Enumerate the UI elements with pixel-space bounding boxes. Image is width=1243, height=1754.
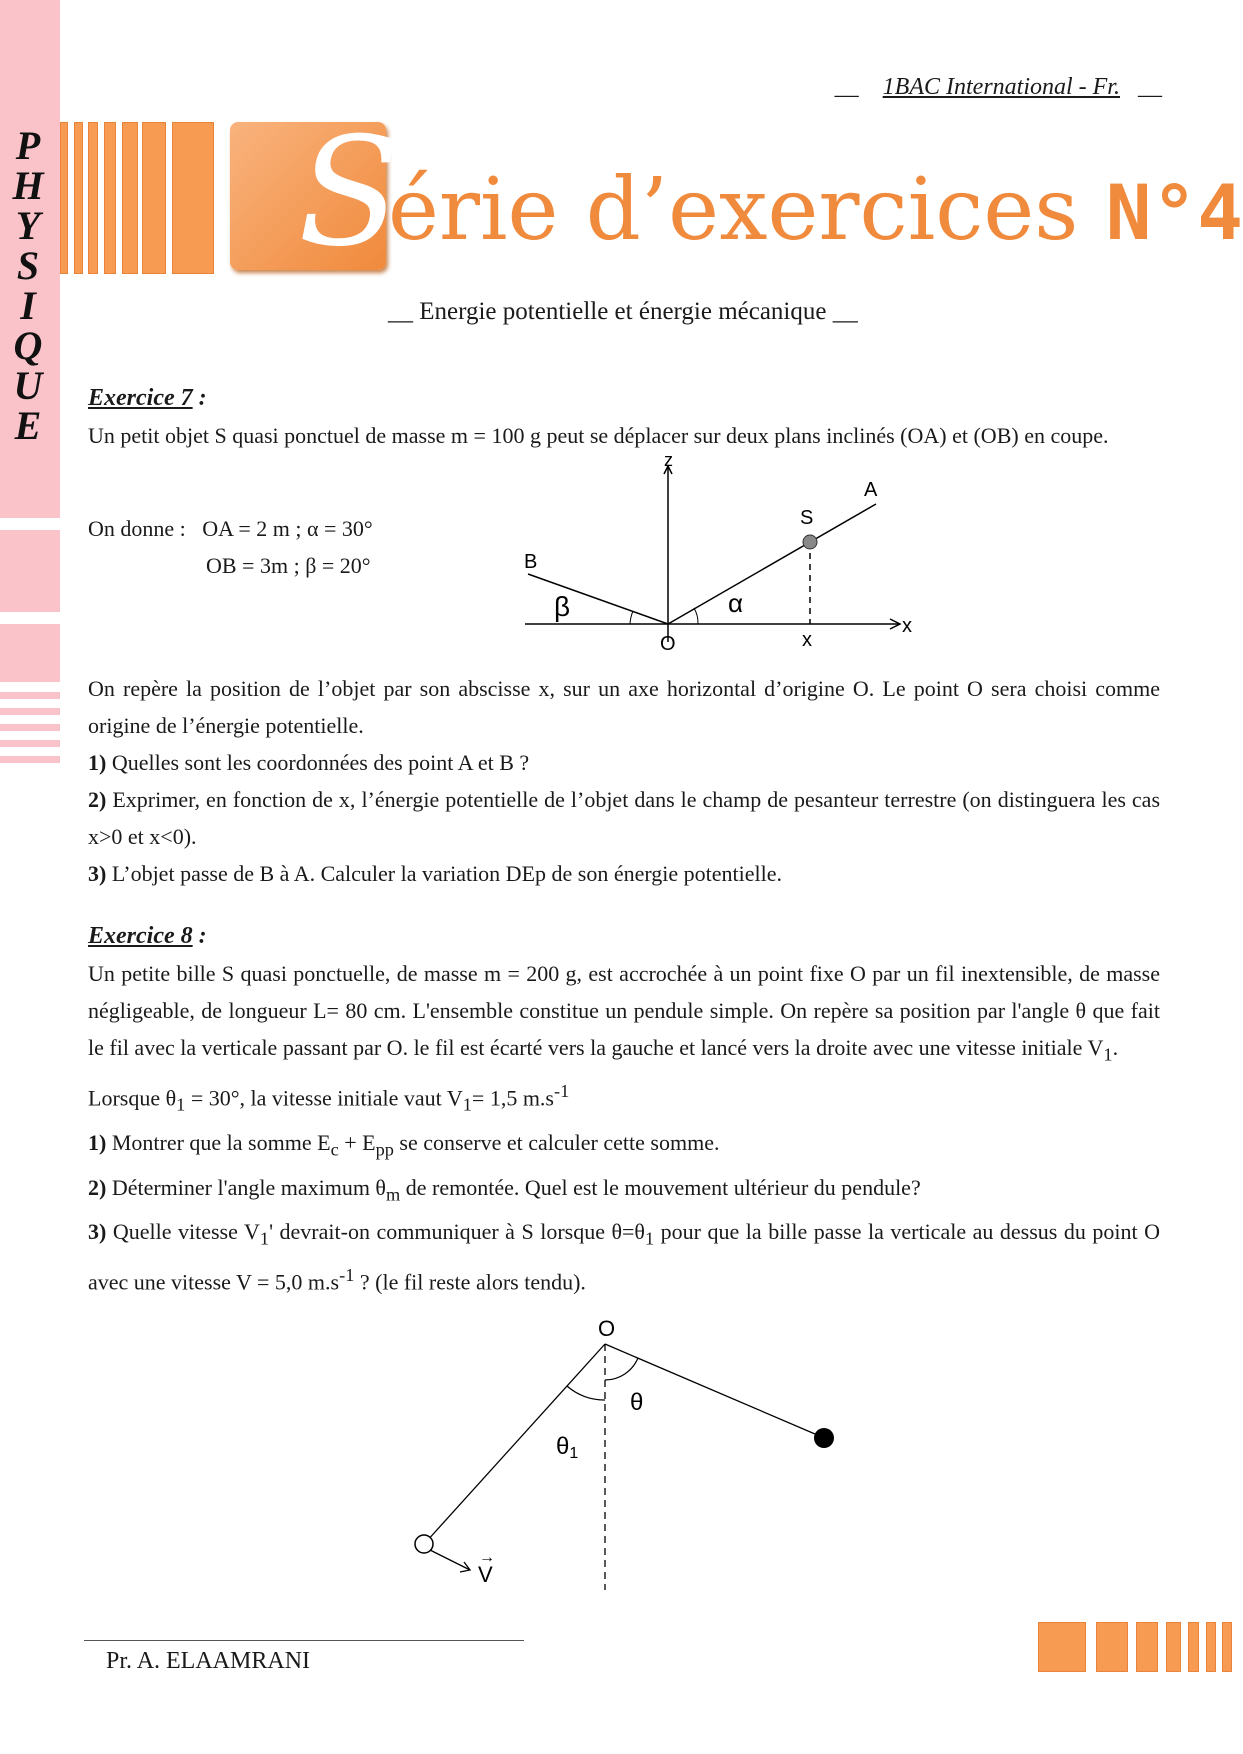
- subject-letter: I: [20, 283, 36, 328]
- subject-letter: P: [15, 123, 41, 168]
- exercise-7-title: [88, 380, 1160, 417]
- q-number: 3): [88, 861, 107, 886]
- theta-arc: [605, 1358, 638, 1380]
- colon: :: [192, 923, 207, 949]
- exercise-7-given: [88, 510, 488, 584]
- subject-letter: Y: [15, 203, 41, 248]
- q-text: Déterminer l'angle maximum θ: [106, 1174, 386, 1200]
- q-number: 2): [88, 787, 107, 812]
- footer-bar: [1096, 1622, 1128, 1672]
- q-text: se conserve et calculer cette somme.: [393, 1130, 720, 1156]
- alpha-arc: [694, 608, 698, 624]
- plane-oa: [668, 504, 876, 624]
- q-text: ' devrait-on communiquer à S lorsque θ=θ: [269, 1218, 645, 1244]
- subject-letter: U: [13, 363, 43, 408]
- exercise-7-title-text: Exercice 7: [88, 385, 193, 411]
- side-stripe: [0, 724, 60, 731]
- exercise-7-questions: [88, 670, 1160, 892]
- given-label: On donne :: [88, 516, 186, 541]
- colon: :: [192, 385, 207, 411]
- subscript: c: [330, 1139, 339, 1160]
- statement-text: Lorsque θ: [88, 1085, 177, 1111]
- given-oa: OA = 2 m ; α = 30°: [202, 516, 373, 541]
- theta1-symbol: θ: [556, 1433, 570, 1460]
- side-stripe: [0, 756, 60, 763]
- footer-bar: [1188, 1622, 1199, 1672]
- q-text: Quelles sont les coordonnées des point A et B ?: [111, 750, 530, 775]
- theta1-arc: [567, 1386, 605, 1400]
- header-bar: [104, 122, 116, 274]
- label-beta: β: [554, 591, 571, 622]
- label-alpha: α: [728, 588, 744, 618]
- dash: __: [1138, 74, 1162, 100]
- superscript: -1: [339, 1265, 355, 1286]
- thread-initial: [426, 1344, 605, 1542]
- exercise-7-q1: [88, 744, 1160, 781]
- exercise-8-q2: [88, 1169, 1160, 1213]
- footer-bar: [1222, 1622, 1232, 1672]
- footer-bar: [1206, 1622, 1216, 1672]
- q-number: 1): [88, 750, 107, 775]
- label-x-axis: x: [902, 615, 912, 637]
- statement-text: = 1,5 m.s: [471, 1085, 554, 1111]
- incline-figure: [520, 450, 920, 662]
- header-bar: [88, 122, 98, 274]
- label-theta1: [556, 1433, 578, 1462]
- subscript: 1: [462, 1095, 472, 1116]
- title-text: érie d’exercices: [388, 160, 1079, 260]
- label-theta: θ: [630, 1389, 644, 1416]
- exercise-7-q3: [88, 855, 1160, 892]
- label-o: O: [660, 633, 676, 655]
- dash: __: [834, 74, 859, 100]
- velocity-vector: [430, 1550, 470, 1570]
- q-text: Quelle vitesse V: [106, 1218, 260, 1244]
- side-stripe: [0, 692, 60, 699]
- exercise-8-statement: [88, 955, 1160, 1073]
- subject-letter: H: [12, 163, 44, 208]
- title-letter: S: [298, 106, 401, 280]
- side-stripe: [0, 708, 60, 715]
- label-v-arrow: →: [479, 1549, 495, 1566]
- side-block: [0, 624, 60, 682]
- plane-ob: [528, 574, 668, 624]
- exercise-7-intro: [88, 380, 1160, 454]
- label-b: B: [524, 551, 538, 573]
- exercise-7-setup: On repère la position de l’objet par son abscisse x, sur un axe horizontal d’origine O. Le point O sera choisi comme origine de l’énergie potentielle.: [88, 676, 1160, 738]
- ball-current: [814, 1428, 834, 1448]
- exercise-8-title: [88, 918, 1160, 955]
- footer-author: Pr. A. ELAAMRANI: [106, 1648, 311, 1674]
- superscript: -1: [554, 1081, 570, 1102]
- footer-bar: [1038, 1622, 1086, 1672]
- title-number: N°4: [1105, 168, 1243, 257]
- q-text: de remontée. Quel est le mouvement ultérieur du pendule?: [400, 1174, 921, 1200]
- beta-arc: [630, 611, 633, 624]
- subscript: 1: [259, 1228, 270, 1249]
- header-bar: [74, 122, 83, 274]
- given-ob: OB = 3m ; β = 20°: [206, 553, 371, 578]
- q-text: pour que la bille passe la verticale au dessus du point O avec une vitesse V = 5,0 m.s: [88, 1218, 1160, 1295]
- header-bar: [142, 122, 166, 274]
- label-z: z: [664, 450, 673, 470]
- exercise-7-statement: Un petit objet S quasi ponctuel de masse m = 100 g peut se déplacer sur deux plans inclinés (OA) et (OB) en coupe.: [88, 423, 1109, 448]
- subscript: 1: [1103, 1044, 1113, 1065]
- q-text: Exprimer, en fonction de x, l’énergie potentielle de l’objet dans le champ de pesanteur terrestre (on distinguera les cas x>0 et x<0).: [88, 787, 1161, 849]
- exercise-8-q3: [88, 1213, 1160, 1301]
- footer-bar: [1136, 1622, 1158, 1672]
- pendulum-figure: [400, 1310, 860, 1600]
- subscript: pp: [375, 1139, 394, 1160]
- header-bar: [122, 122, 138, 274]
- subject-letter: S: [16, 243, 40, 288]
- q-number: 2): [88, 1174, 107, 1200]
- statement-text: = 30°, la vitesse initiale vaut V: [185, 1085, 463, 1111]
- subscript: 1: [176, 1095, 186, 1116]
- exercise-8-q1: [88, 1124, 1160, 1168]
- level-label: [835, 74, 1162, 101]
- exercise-7-q2: [88, 781, 1160, 855]
- exercise-8-title-text: Exercice 8: [88, 923, 193, 949]
- title-letter-box: [230, 106, 401, 280]
- subscript: 1: [644, 1228, 655, 1249]
- statement-text: .: [1112, 1035, 1119, 1060]
- q-text: ? (le fil reste alors tendu).: [354, 1269, 586, 1295]
- exercise-8-initial: [88, 1073, 1160, 1124]
- q-text: L’objet passe de B à A. Calculer la variation DEp de son énergie potentielle.: [111, 861, 783, 886]
- label-o: O: [598, 1316, 616, 1341]
- exercise-8: [88, 918, 1160, 1301]
- page-subtitle: __ Energie potentielle et énergie mécanique __: [388, 298, 858, 325]
- q-number: 1): [88, 1130, 107, 1156]
- statement-text: Un petite bille S quasi ponctuelle, de masse m = 200 g, est accrochée à un point fixe O par un fil inextensible, de masse négligeable, de longueur L= 80 cm. L'ensemble constitue un pendule simple. On repère sa position par l'angle θ que fait le fil avec la verticale passant par O. le fil est écarté vers la gauche et lancé vers la droite avec une vitesse initiale V: [88, 961, 1160, 1060]
- q-text: Montrer que la somme E: [106, 1130, 331, 1156]
- header-bar: [60, 122, 68, 274]
- object-s: [803, 535, 817, 549]
- label-s: S: [800, 507, 814, 529]
- subject-vertical-word: [8, 123, 48, 448]
- side-block: [0, 530, 60, 612]
- q-number: 3): [88, 1218, 107, 1244]
- footer-bar: [1166, 1622, 1181, 1672]
- theta1-subscript: 1: [569, 1445, 579, 1462]
- subscript: m: [385, 1183, 401, 1204]
- subject-letter: Q: [13, 323, 43, 368]
- q-text: + E: [338, 1130, 376, 1156]
- label-v: V: [478, 1562, 493, 1587]
- page-title: [388, 160, 1243, 263]
- level-text: 1BAC International - Fr.: [882, 74, 1120, 100]
- label-x-point: x: [802, 629, 812, 651]
- footer-rule: [84, 1640, 524, 1641]
- subject-letter: E: [14, 403, 42, 448]
- side-stripe: [0, 740, 60, 747]
- label-a: A: [864, 479, 878, 501]
- header-bar: [172, 122, 214, 274]
